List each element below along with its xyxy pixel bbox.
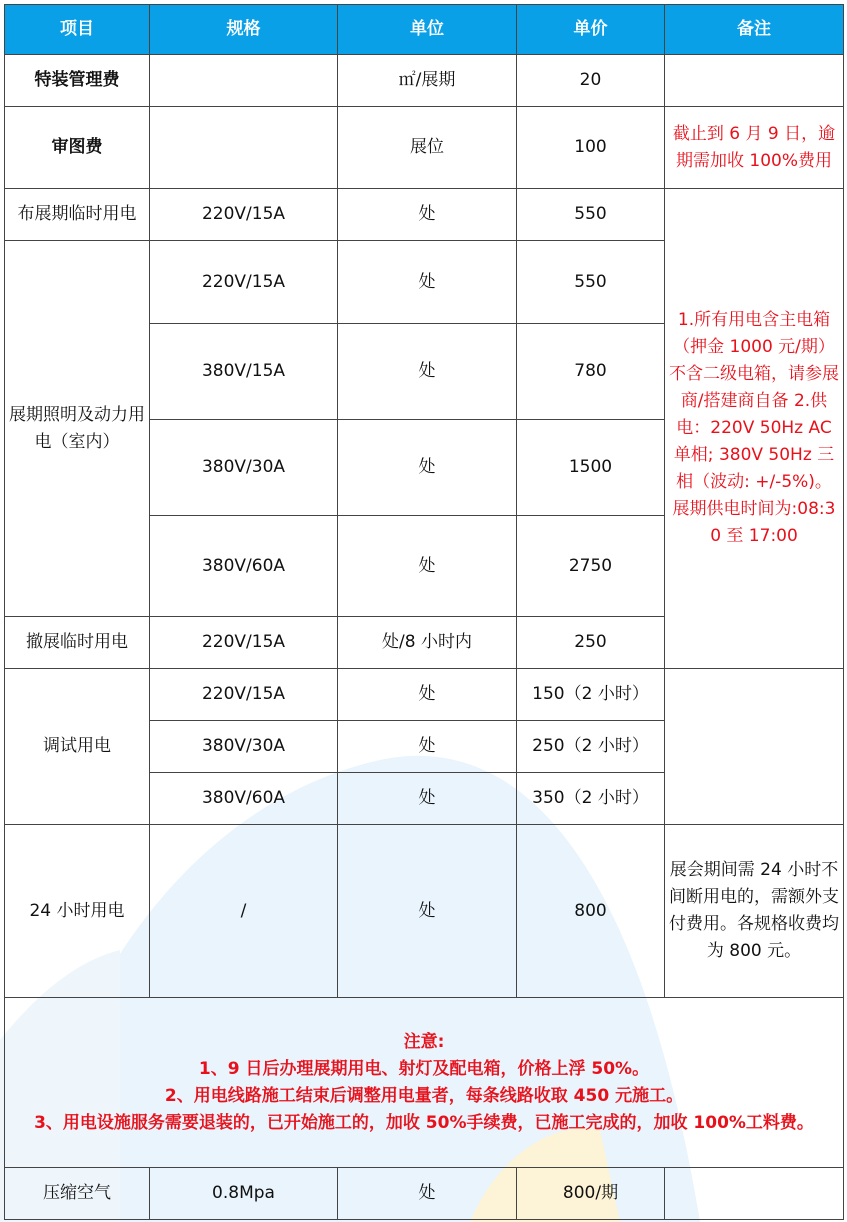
spec-cell: / <box>150 825 338 998</box>
notes-line: 3、用电设施服务需要退装的，已开始施工的，加收 50%手续费，已施工完成的，加收 100%工料费。 <box>34 1112 814 1133</box>
unit-cell: 处 <box>338 773 517 825</box>
notes-cell <box>5 998 844 1168</box>
price-cell: 250 <box>517 617 665 669</box>
unit-cell: 处/8 小时内 <box>338 617 517 669</box>
notes-line: 2、用电线路施工结束后调整用电量者，每条线路收取 450 元施工。 <box>164 1085 684 1106</box>
spec-cell: 380V/60A <box>150 516 338 617</box>
item-cell: 展期照明及动力用电（室内） <box>5 241 150 617</box>
unit-cell: 处 <box>338 721 517 773</box>
unit-cell: 展位 <box>338 107 517 189</box>
item-cell: 压缩空气 <box>5 1168 150 1220</box>
price-cell: 250（2 小时） <box>517 721 665 773</box>
unit-cell: 处 <box>338 189 517 241</box>
unit-cell: 处 <box>338 324 517 420</box>
price-cell: 550 <box>517 241 665 324</box>
spec-cell: 380V/60A <box>150 773 338 825</box>
notes-line: 1、9 日后办理展期用电、射灯及配电箱，价格上浮 50%。 <box>198 1058 650 1079</box>
spec-cell: 220V/15A <box>150 617 338 669</box>
header-spec: 规格 <box>150 5 338 55</box>
unit-cell: 处 <box>338 669 517 721</box>
price-cell: 780 <box>517 324 665 420</box>
spec-cell: 380V/15A <box>150 324 338 420</box>
spec-cell: 220V/15A <box>150 241 338 324</box>
spec-cell: 380V/30A <box>150 420 338 516</box>
spec-cell: 380V/30A <box>150 721 338 773</box>
power-remark-cell: 1.所有用电含主电箱（押金 1000 元/期）不含二级电箱，请参展商/搭建商自备 2.供电：220V 50Hz AC 单相; 380V 50Hz 三相（波动: +/-5%)。展期供电时间为:08:30 至 17:00 <box>665 189 844 669</box>
price-cell: 550 <box>517 189 665 241</box>
table-row <box>5 1168 844 1220</box>
spec-cell <box>150 55 338 107</box>
header-item: 项目 <box>5 5 150 55</box>
price-cell: 800/期 <box>517 1168 665 1220</box>
table-row <box>5 825 844 998</box>
price-cell: 100 <box>517 107 665 189</box>
unit-cell: 处 <box>338 516 517 617</box>
unit-cell: 处 <box>338 420 517 516</box>
remark-cell <box>665 55 844 107</box>
spec-cell: 220V/15A <box>150 669 338 721</box>
spec-cell: 220V/15A <box>150 189 338 241</box>
item-cell: 特装管理费 <box>5 55 150 107</box>
header-price: 单价 <box>517 5 665 55</box>
remark-cell: 截止到 6 月 9 日，逾期需加收 100%费用 <box>665 107 844 189</box>
remark-cell <box>665 669 844 825</box>
table-row <box>5 189 844 241</box>
remark-cell <box>665 1168 844 1220</box>
table-row <box>5 669 844 721</box>
spec-cell: 0.8Mpa <box>150 1168 338 1220</box>
notes-row <box>5 998 844 1168</box>
price-cell: 150（2 小时） <box>517 669 665 721</box>
price-cell: 350（2 小时） <box>517 773 665 825</box>
item-cell: 调试用电 <box>5 669 150 825</box>
table-row <box>5 107 844 189</box>
header-row <box>5 5 844 55</box>
item-cell: 审图费 <box>5 107 150 189</box>
spec-cell <box>150 107 338 189</box>
price-cell: 2750 <box>517 516 665 617</box>
price-cell: 20 <box>517 55 665 107</box>
fee-table <box>4 4 844 1220</box>
unit-cell: ㎡/展期 <box>338 55 517 107</box>
notes-title: 注意: <box>403 1031 445 1052</box>
table-row <box>5 55 844 107</box>
price-cell: 1500 <box>517 420 665 516</box>
header-remark: 备注 <box>665 5 844 55</box>
unit-cell: 处 <box>338 1168 517 1220</box>
item-cell: 撤展临时用电 <box>5 617 150 669</box>
item-cell: 24 小时用电 <box>5 825 150 998</box>
price-cell: 800 <box>517 825 665 998</box>
remark-cell: 展会期间需 24 小时不间断用电的，需额外支付费用。各规格收费均为 800 元。 <box>665 825 844 998</box>
unit-cell: 处 <box>338 825 517 998</box>
header-unit: 单位 <box>338 5 517 55</box>
item-cell: 布展期临时用电 <box>5 189 150 241</box>
unit-cell: 处 <box>338 241 517 324</box>
